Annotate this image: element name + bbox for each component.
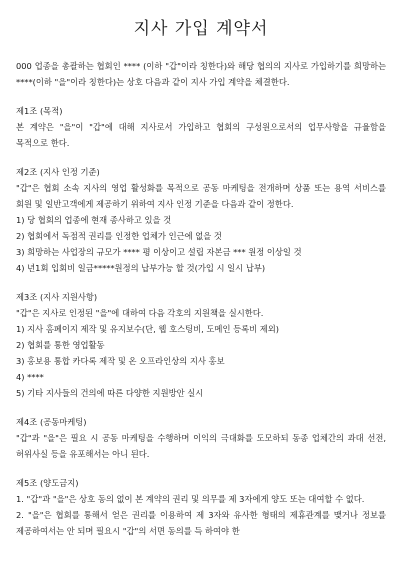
article-body: "갑"과 "을"은 필요 시 공동 마케팅을 수행하며 이익의 극대화를 도모하되 동종 업체간의 과대 선전, 허위사실 등을 유포해서는 아니 된다.: [16, 433, 386, 459]
list-item: 1) 당 협회의 업종에 현재 종사하고 있을 것: [16, 215, 172, 225]
list-item: 1. "갑"과 "을"은 상호 동의 없이 본 계약의 권리 및 의무를 제 3자에게 양도 또는 대여할 수 없다.: [16, 494, 365, 504]
article-heading: 제3조 (지사 지원사항): [16, 292, 98, 302]
article-1: [16, 103, 386, 151]
article-heading: 제5조 (양도금지): [16, 478, 79, 488]
article-heading: 제4조 (공동마케팅): [16, 417, 87, 427]
document-title: 지사 가입 계약서: [133, 19, 269, 39]
article-5: [16, 475, 386, 539]
article-heading: 제1조 (목적): [16, 106, 63, 116]
list-item: 2. "을"은 협회를 통해서 얻은 권리를 이용하여 제 3자와 유사한 형태의 제휴관계를 맺거나 정보를 제공하여서는 안 되며 필요시 "갑"의 서면 동의를 득 하여야 한: [16, 510, 386, 536]
list-item: 2) 협회에서 독점적 권리를 인정한 업체가 인근에 없을 것: [16, 231, 222, 241]
article-body: 본 계약은 "을"이 "갑"에 대해 지사로서 가입하고 협회의 구성원으로서의 업무사항을 규율함을 목적으로 한다.: [16, 122, 386, 148]
article-4: [16, 414, 386, 462]
intro-paragraph: 000 업종을 총괄하는 협회인 **** (이하 "갑"이라 칭한다)와 해당 협의의 지사로 가입하기를 희망하는 ****(이하 "을"이라 칭한다)는 상호 다음과 같이 지사 가입 계약을 체결한다.: [16, 61, 386, 87]
list-item: 3) 홍보용 통합 카다록 제작 및 온 오프라인상의 지사 홍보: [16, 356, 225, 366]
article-3: [16, 289, 386, 401]
article-2: [16, 164, 386, 276]
list-item: 4) 년1회 입회비 일금*****원정의 납부가능 할 것(가입 시 일시 납부): [16, 263, 266, 273]
list-item: 4) ****: [16, 372, 44, 382]
article-heading: 제2조 (지사 인정 기준): [16, 167, 100, 177]
list-item: 2) 협회를 통한 영업활동: [16, 340, 105, 350]
list-item: 1) 지사 홈페이지 제작 및 유지보수(단, 웹 호스팅비, 도메인 등록비 제외): [16, 324, 280, 334]
article-body: "갑"은 지사로 인정된 "을"에 대하여 다음 각호의 지원책을 실시한다.: [16, 308, 264, 318]
list-item: 5) 기타 지사들의 건의에 따른 다양한 지원방안 실시: [16, 388, 204, 398]
article-body: "갑"은 협회 소속 지사의 영업 활성화를 목적으로 공동 마케팅을 전개하며 상품 또는 용역 서비스를 회원 및 일반고객에게 제공하기 위하여 지사 인정 기준을 다음과 같이 정한다.: [16, 183, 386, 209]
list-item: 3) 희망하는 사업장의 규모가 **** 평 이상이고 설립 자본금 *** 원정 이상일 것: [16, 247, 302, 257]
articles-container: [16, 103, 386, 539]
